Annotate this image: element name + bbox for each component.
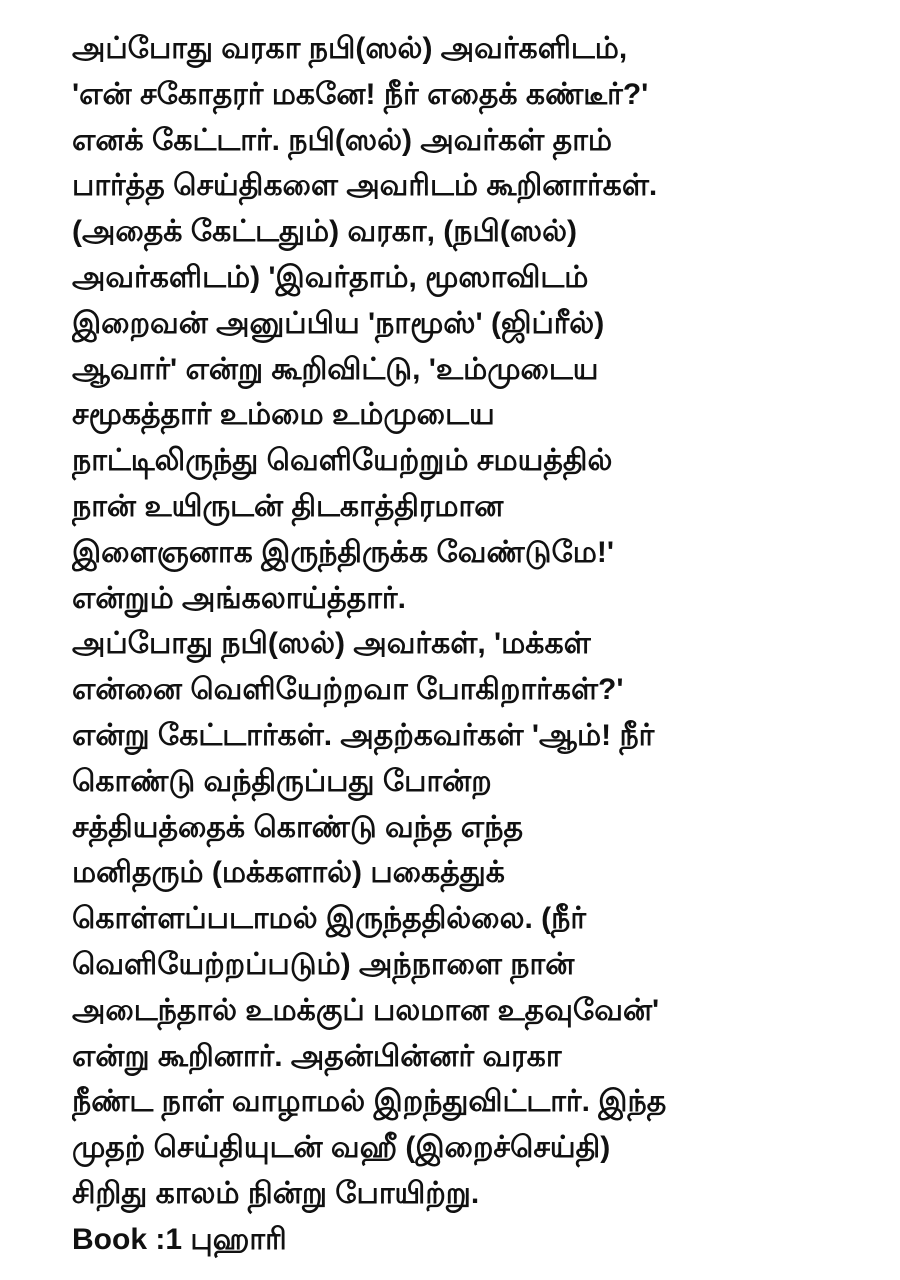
text-line: நான் உயிருடன் திடகாத்திரமான xyxy=(72,489,504,523)
text-line: இளைஞனாக இருந்திருக்க வேண்டுமே!' xyxy=(72,535,615,569)
text-line: என்று கூறினார். அதன்பின்னர் வரகா xyxy=(72,1039,562,1073)
hadith-text-block xyxy=(72,26,882,1263)
text-line: பார்த்த செய்திகளை அவரிடம் கூறினார்கள். xyxy=(72,169,658,203)
text-line: நாட்டிலிருந்து வெளியேற்றும் சமயத்தில் xyxy=(72,444,613,478)
text-line: அப்போது நபி(ஸல்) அவர்கள், 'மக்கள் xyxy=(72,627,591,661)
text-line: மனிதரும் (மக்களால்) பகைத்துக் xyxy=(72,856,505,890)
text-line: 'என் சகோதரர் மகனே! நீர் எதைக் கண்டீர்?' xyxy=(72,77,649,111)
text-line: என்றும் அங்கலாய்த்தார். xyxy=(72,581,406,615)
text-line: முதற் செய்தியுடன் வஹீ (இறைச்செய்தி) xyxy=(72,1131,611,1165)
text-line: கொண்டு வந்திருப்பது போன்ற xyxy=(72,764,492,798)
source-citation: Book :1 புஹாரி xyxy=(72,1222,287,1256)
text-line: என்னை வெளியேற்றவா போகிறார்கள்?' xyxy=(72,673,624,707)
text-line: இறைவன் அனுப்பிய 'நாமூஸ்' (ஜிப்ரீல்) xyxy=(72,306,605,340)
text-line: அப்போது வரகா நபி(ஸல்) அவர்களிடம், xyxy=(72,32,628,65)
text-line: எனக் கேட்டார். நபி(ஸல்) அவர்கள் தாம் xyxy=(72,123,613,157)
text-line: சிறிது காலம் நின்று போயிற்று. xyxy=(72,1176,480,1210)
text-line: சத்தியத்தைக் கொண்டு வந்த எந்த xyxy=(72,810,523,844)
text-line: வெளியேற்றப்படும்) அந்நாளை நான் xyxy=(72,947,575,981)
text-line: என்று கேட்டார்கள். அதற்கவர்கள் 'ஆம்! நீர் xyxy=(72,718,655,752)
text-line: நீண்ட நாள் வாழாமல் இறந்துவிட்டார். இந்த xyxy=(72,1085,667,1119)
text-line: (அதைக் கேட்டதும்) வரகா, (நபி(ஸல்) xyxy=(72,215,577,249)
text-line: அடைந்தால் உமக்குப் பலமான உதவுவேன்' xyxy=(72,993,660,1027)
text-line: கொள்ளப்படாமல் இருந்ததில்லை. (நீர் xyxy=(72,902,587,936)
text-line: சமூகத்தார் உம்மை உம்முடைய xyxy=(72,398,495,432)
text-line: அவர்களிடம்) 'இவர்தாம், மூஸாவிடம் xyxy=(72,260,589,294)
text-line: ஆவார்' என்று கூறிவிட்டு, 'உம்முடைய xyxy=(72,352,599,386)
